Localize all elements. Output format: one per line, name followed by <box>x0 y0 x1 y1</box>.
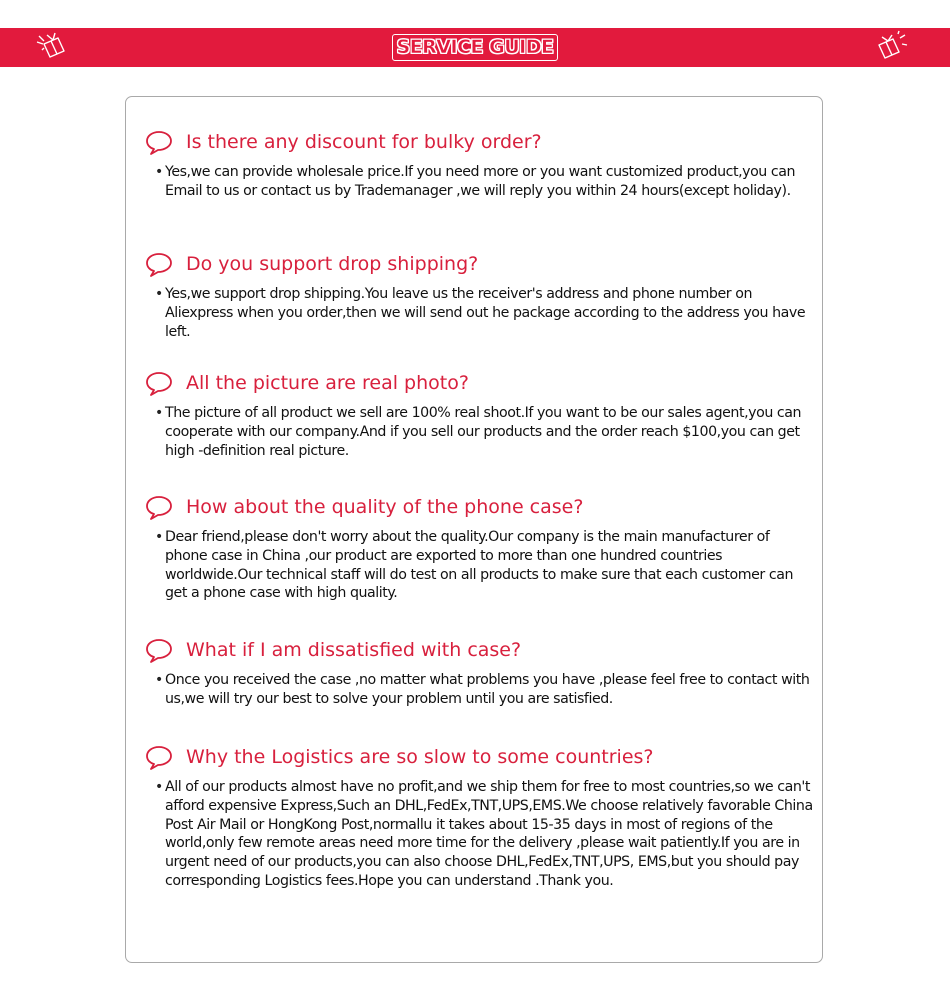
faq-question-row <box>144 370 804 400</box>
bullet-icon: • <box>155 286 164 302</box>
faq-question-row <box>144 251 804 281</box>
faq-answer: All of our products almost have no profit,and we ship them for free to most countries,so we can't afford expensive Express,Such an DHL,FedEx,TNT,UPS,EMS.We choose relatively favorable China Post Air Mail or HongKong Post,normallu it takes about 15-35 days in most of regions of the world,only few remote areas need more time for the delivery ,please wait patiently.If you are in urgent need of our products,you can also choose DHL,FedEx,TNT,UPS, EMS,but you should pay corresponding Logistics fees.Hope you can understand .Thank you. <box>165 779 813 889</box>
faq-question: Is there any discount for bulky order? <box>186 131 542 153</box>
bullet-icon: • <box>155 779 164 795</box>
faq-question-row <box>144 637 804 667</box>
faq-answer: Yes,we support drop shipping.You leave us the receiver's address and phone number on Aliexpress when you order,then we will send out he package according to the address you have left. <box>165 286 806 340</box>
page-title-text: SERVICE GUIDE <box>392 34 559 61</box>
faq-answer: Once you received the case ,no matter what problems you have ,please feel free to contact with us,we will try our best to solve your problem until you are satisfied. <box>165 672 810 707</box>
faq-question: Do you support drop shipping? <box>186 253 479 275</box>
faq-card <box>125 96 823 963</box>
bullet-icon: • <box>155 164 164 180</box>
faq-answer: Yes,we can provide wholesale price.If you need more or you want customized product,you can Email to us or contact us by Trademanager ,we will reply you within 24 hours(except holiday). <box>165 164 796 199</box>
speech-bubble-icon <box>144 251 174 279</box>
faq-answer: The picture of all product we sell are 100% real shoot.If you want to be our sales agent,you can cooperate with our company.And if you sell our products and the order reach $100,you can get high -definition real picture. <box>165 405 802 459</box>
faq-question: What if I am dissatisfied with case? <box>186 639 522 661</box>
header-banner <box>0 28 950 67</box>
speech-bubble-icon <box>144 637 174 665</box>
speech-bubble-icon <box>144 370 174 398</box>
faq-question-row <box>144 494 804 524</box>
faq-question: How about the quality of the phone case? <box>186 496 584 518</box>
bullet-icon: • <box>155 405 164 421</box>
speech-bubble-icon <box>144 744 174 772</box>
speech-bubble-icon <box>144 129 174 157</box>
speech-bubble-icon <box>144 494 174 522</box>
faq-question: All the picture are real photo? <box>186 372 469 394</box>
faq-answer: Dear friend,please don't worry about the quality.Our company is the main manufacturer of phone case in China ,our product are exported to more than one hundred countries worldwide.Our technical staff will do test on all products to make sure that each customer can get a phone case with high quality. <box>165 529 794 602</box>
bullet-icon: • <box>155 529 164 545</box>
faq-question-row <box>144 129 804 159</box>
page-title <box>0 28 950 67</box>
faq-question-row <box>144 744 804 774</box>
faq-question: Why the Logistics are so slow to some countries? <box>186 746 654 768</box>
gift-box-icon <box>870 30 910 66</box>
bullet-icon: • <box>155 672 164 688</box>
